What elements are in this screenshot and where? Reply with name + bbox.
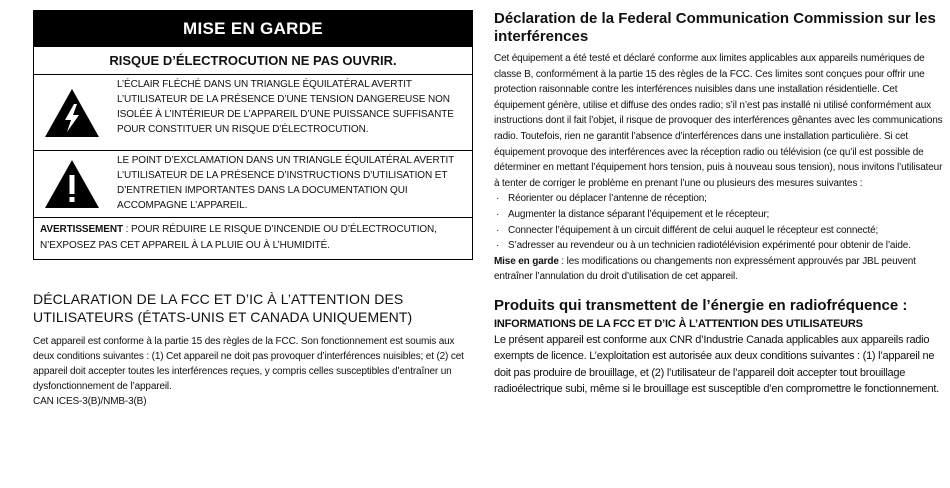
fcc-interference-paragraph: Cet équipement a été testé et déclaré conforme aux limites applicables aux appareils numériques de classe B, conformément à la partie 15 des règles de la FCC. Ces limites sont conçues pour offrir une protection raisonnable contre les interférences nuisibles dans une installation résidentielle. Cet équipement génère, utilise et diffuse des ondes radio; s’il n’est pas installé ni utilisé conformément aux instructions dont il fait l’objet, il risque de provoquer des interférences gênantes avec les communications radio. Toutefois, rien ne garantit l’absence d’interférences dans une installation particulière. Si cet équipement provoque des interférences avec la réception radio ou télévision (ce qu’il est possible de déterminer en mettant l’équipement hors tension, puis à nouveau sous tension), nous invitons l’utilisateur à tenter de corriger le problème en prenant l’une ou plusieurs des mesures suivantes : bbox=[494, 53, 943, 189]
list-item: · S’adresser au revendeur ou à un technicien radiotélévision expérimenté pour obtenir de l’aide. bbox=[494, 238, 946, 254]
left-fcc-body bbox=[33, 334, 473, 409]
rf-info-subheading: INFORMATIONS DE LA FCC ET D’IC À L’ATTENTION DES UTILISATEURS bbox=[494, 317, 863, 330]
exclamation-row bbox=[34, 151, 472, 218]
warning-footer-text: : POUR RÉDUIRE LE RISQUE D’INCENDIE OU D’ÉLECTROCUTION, N’EXPOSEZ PAS CET APPAREIL À LA PLUIE OU À L’HUMIDITÉ. bbox=[40, 224, 437, 251]
lightning-warning-text: L’ÉCLAIR FLÉCHÉ DANS UN TRIANGLE ÉQUILATÉRAL AVERTIT L’UTILISATEUR DE LA PRÉSENCE D’UNE TENSION DANGEREUSE NON ISOLÉE À L’INTÉRIEUR DE L’APPAREIL D’UNE PUISSANCE SUFFISANTE POUR CONSTITUER UN RISQUE D’ÉLECTROCUTION. bbox=[117, 79, 454, 135]
caution-text: : les modifications ou changements non expressément approuvés par JBL peuvent entraîner l’annulation du droit d’utilisation de cet appareil. bbox=[494, 255, 916, 283]
right-column bbox=[494, 10, 946, 398]
list-item: · Connecter l’équipement à un circuit différent de celui auquel le récepteur est connecté; bbox=[494, 223, 946, 239]
warning-subtitle: RISQUE D’ÉLECTROCUTION NE PAS OUVRIR. bbox=[34, 47, 472, 75]
left-column bbox=[33, 10, 473, 409]
left-fcc-paragraph: Cet appareil est conforme à la partie 15 des règles de la FCC. Son fonctionnement est soumis aux deux conditions suivantes : (1) Cet appareil ne doit pas provoquer d’interférences nuisibles; et (2) cet appareil doit accepter toutes les interférences reçues, y compris celles susceptibles d’entraîner un dysfonctionnement de l’appareil. bbox=[33, 336, 464, 392]
warning-title: MISE EN GARDE bbox=[34, 11, 472, 47]
corrective-measures-list bbox=[494, 191, 946, 253]
lightning-triangle-icon bbox=[34, 75, 109, 150]
list-item: · Réorienter ou déplacer l’antenne de réception; bbox=[494, 191, 946, 207]
rf-products-heading: Produits qui transmettent de l’énergie en radiofréquence : bbox=[494, 296, 908, 314]
exclamation-triangle-icon bbox=[34, 151, 109, 217]
fcc-interference-heading: Déclaration de la Federal Communication Commission sur les interférences bbox=[494, 10, 936, 45]
rf-info-paragraph: Le présent appareil est conforme aux CNR d’Industrie Canada applicables aux appareils radio exempts de licence. L’exploitation est autorisée aux deux conditions suivantes : (1) l’appareil ne doit pas produire de brouillage, et (2) l’utilisateur de l’appareil doit accepter tout brouillage radioélectrique subi, même si le brouillage est susceptible d’en compromettre le fonctionnement. bbox=[494, 333, 939, 396]
left-fcc-code: CAN ICES-3(B)/NMB-3(B) bbox=[33, 396, 147, 407]
lightning-row bbox=[34, 75, 472, 151]
caution-note bbox=[494, 254, 946, 285]
warning-footer bbox=[34, 218, 472, 259]
warning-footer-label: AVERTISSEMENT bbox=[40, 224, 123, 235]
warning-box bbox=[33, 10, 473, 260]
left-fcc-heading: DÉCLARATION DE LA FCC ET D’IC À L’ATTENTION DES UTILISATEURS (ÉTATS-UNIS ET CANADA UNIQUEMENT) bbox=[33, 291, 413, 325]
caution-label: Mise en garde bbox=[494, 255, 559, 267]
list-item: · Augmenter la distance séparant l’équipement et le récepteur; bbox=[494, 207, 946, 223]
exclamation-warning-text: LE POINT D’EXCLAMATION DANS UN TRIANGLE ÉQUILATÉRAL AVERTIT L’UTILISATEUR DE LA PRÉSENCE D’INSTRUCTIONS D’UTILISATION ET D’ENTRETIEN IMPORTANTES DANS LA DOCUMENTATION QUI ACCOMPAGNE L’APPAREIL. bbox=[117, 155, 454, 211]
